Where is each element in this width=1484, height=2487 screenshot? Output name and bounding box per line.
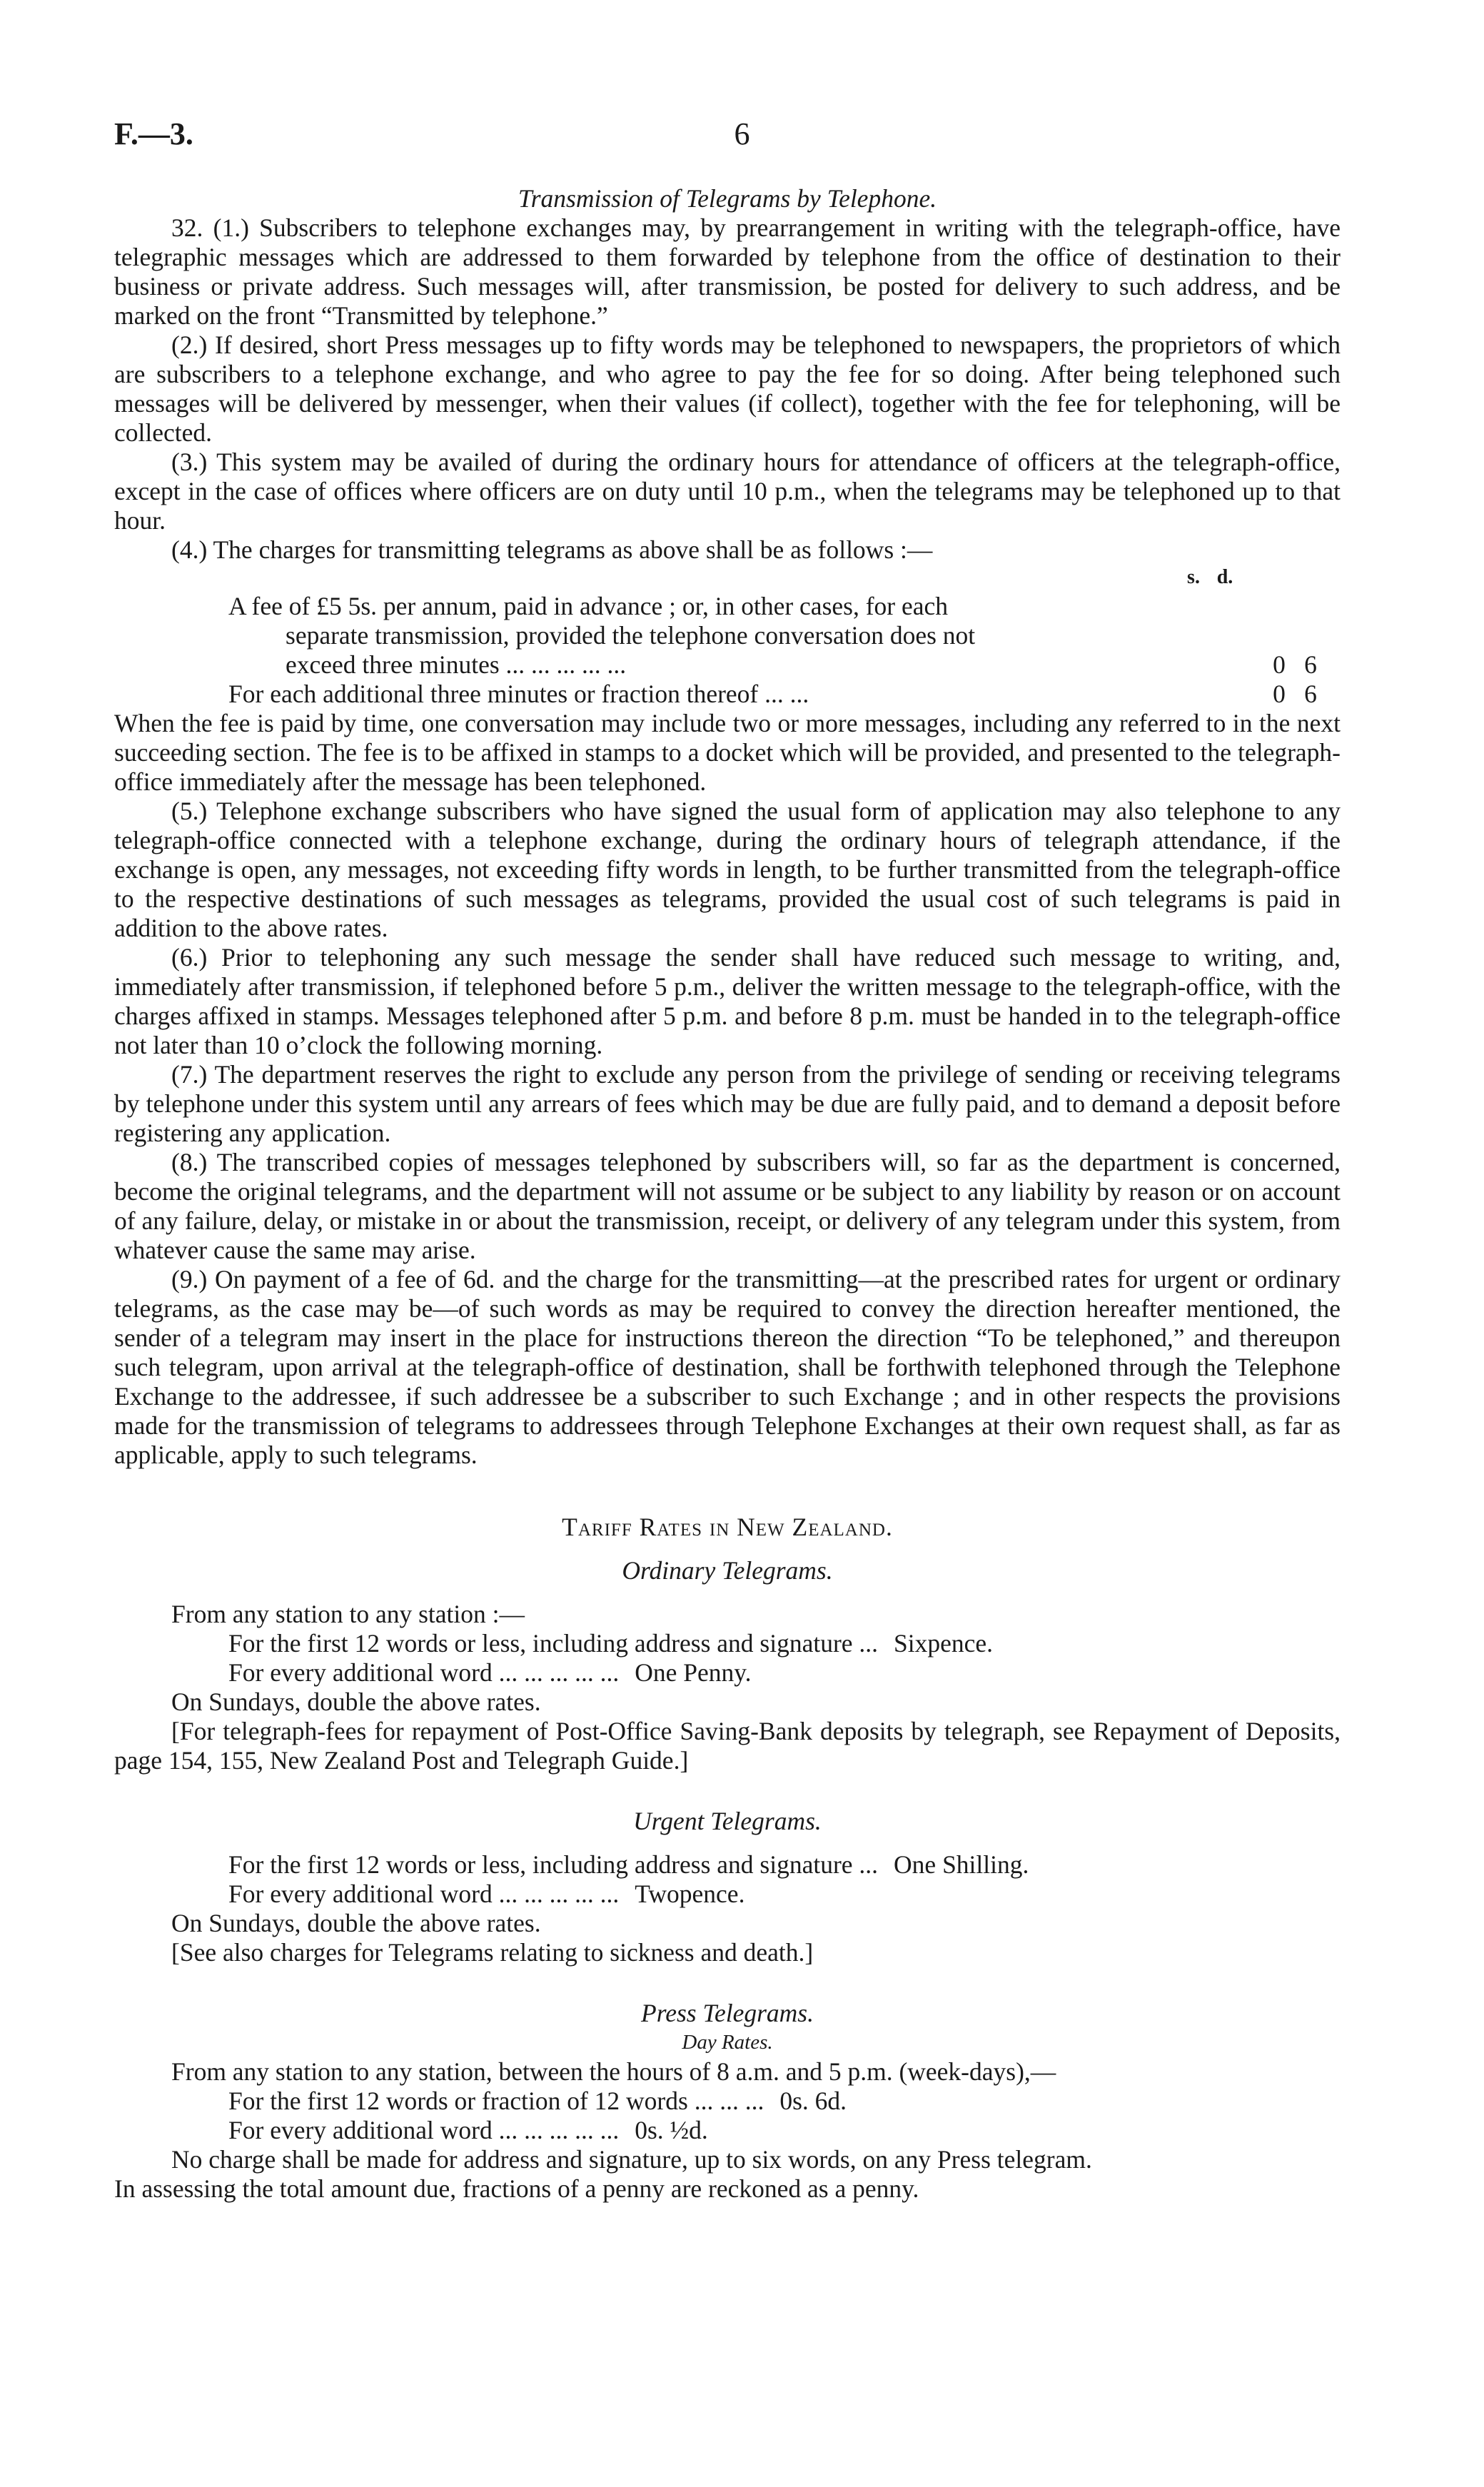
paragraph-2: (2.) If desired, short Press messages up to fifty words may be telephoned to newspapers, the proprietors of which are subscribers to a telephone exchange, and who agree to pay the fee for so doing. After being telephoned such messages will be delivered by messenger, when their values (if collect), together with the fee for telephoning, will be collected. — [114, 331, 1341, 447]
fee-amount-2-shillings: 0 — [1273, 680, 1286, 708]
fee-line-2: separate transmission, provided the telephone conversation does not — [286, 621, 976, 650]
fee-additional-text: For each additional three minutes or fraction thereof ... ... — [228, 680, 809, 708]
urgent-rate-2-label: For every additional word ... ... ... ... ... — [228, 1880, 620, 1908]
fee-amount-2 — [1226, 680, 1341, 709]
press-heading: Press Telegrams. — [641, 1999, 814, 2027]
urgent-rate-1-value: One Shilling. — [894, 1850, 1029, 1879]
currency-column-header — [114, 565, 1341, 592]
press-rate-row-2 — [114, 2116, 1341, 2145]
paragraph-8: (8.) The transcribed copies of messages telephoned by subscribers will, so far as the department is concerned, become the original telegrams, and the department will not assume or be subject to any liability by reason or on account of any failure, delay, or mistake in or about the transmission, receipt, or delivery of any telegram under this system, from whatever cause the same may arise. — [114, 1148, 1341, 1264]
ordinary-sundays: On Sundays, double the above rates. — [171, 1688, 541, 1716]
paragraph-4: (4.) The charges for transmitting telegrams as above shall be as follows :— — [171, 535, 933, 564]
paragraph-5: (5.) Telephone exchange subscribers who have signed the usual form of application may also telephone to any telegraph-office connected with a telephone exchange, during the ordinary hours of telegraph attendance, if the exchange is open, any messages, not exceeding fifty words in length, to be further transmitted from the telegraph-office to the respective destinations of such messages as telegrams, provided the usual cost of such telegrams is paid in addition to the above rates. — [114, 797, 1341, 942]
press-from: From any station to any station, between the hours of 8 a.m. and 5 p.m. (week-days),— — [171, 2057, 1056, 2086]
urgent-sundays: On Sundays, double the above rates. — [171, 1909, 541, 1937]
urgent-rate-1-label: For the first 12 words or less, including address and signature ... — [228, 1850, 879, 1879]
fee-amount-2-pence: 6 — [1304, 680, 1317, 708]
document-reference: F.—3. — [114, 116, 193, 151]
press-rate-row-1 — [114, 2087, 1341, 2116]
ordinary-rate-2-value: One Penny. — [635, 1658, 752, 1687]
fee-line-3: exceed three minutes ... ... ... ... ... — [286, 650, 627, 679]
press-rate-1-label: For the first 12 words or fraction of 12 words ... ... ... — [228, 2087, 764, 2115]
document-body — [114, 184, 1341, 2204]
urgent-heading: Urgent Telegrams. — [633, 1807, 822, 1835]
fee-amount-1-pence: 6 — [1304, 650, 1317, 679]
urgent-rate-row-2 — [114, 1880, 1341, 1909]
press-rate-2-value: 0s. ½d. — [635, 2116, 708, 2144]
press-note-2: In assessing the total amount due, fractions of a penny are reckoned as a penny. — [114, 2174, 919, 2203]
urgent-rate-2-value: Twopence. — [635, 1880, 745, 1908]
paragraph-7: (7.) The department reserves the right to exclude any person from the privilege of sending or receiving telegrams by telephone under this system until any arrears of fees which may be due are fully paid, and to demand a deposit before registering any application. — [114, 1060, 1341, 1147]
fee-row-2 — [228, 680, 1341, 709]
paragraph-6: (6.) Prior to telephoning any such message the sender shall have reduced such message to writing, and, immediately after transmission, if telephoned before 5 p.m., deliver the written message to the telegraph-office, with the charges affixed in stamps. Messages telephoned after 5 p.m. and before 8 p.m. must be handed in to the telegraph-office not later than 10 o’clock the following morning. — [114, 943, 1341, 1059]
shillings-header: s. — [1187, 566, 1200, 588]
page-number: 6 — [734, 116, 750, 151]
fee-amount-1 — [1226, 650, 1341, 680]
urgent-rate-row-1 — [114, 1850, 1341, 1880]
ordinary-note: [For telegraph-fees for repayment of Post-Office Saving-Bank deposits by telegraph, see Repayment of Deposits, page 154, 155, New Zealand Post and Telegraph Guide.] — [114, 1717, 1341, 1775]
ordinary-heading: Ordinary Telegrams. — [622, 1556, 833, 1585]
ordinary-rate-2-label: For every additional word ... ... ... ... ... — [228, 1658, 620, 1687]
paragraph-9: (9.) On payment of a fee of 6d. and the charge for the transmitting—at the prescribed rates for urgent or ordinary telegrams, as the case may be—of such words as may be required to convey the direction hereafter mentioned, the sender of a telegram may insert in the place for instructions thereon the direction “To be telephoned,” and thereupon such telegram, upon arrival at the telegraph-office of destination, shall be forthwith telephoned through the Telephone Exchange to the addressee, if such addressee be a subscriber to such Exchange ; and in other respects the provisions made for the transmission of telegrams to addressees through Telephone Exchanges at their own request shall, as far as applicable, apply to such telegrams. — [114, 1265, 1341, 1469]
ordinary-rate-row-2 — [114, 1658, 1341, 1688]
pence-header: d. — [1216, 566, 1233, 588]
ordinary-from: From any station to any station :— — [171, 1600, 525, 1628]
section-heading-transmission: Transmission of Telegrams by Telephone. — [518, 184, 937, 213]
urgent-note: [See also charges for Telegrams relating to sickness and death.] — [171, 1938, 814, 1967]
paragraph-3: (3.) This system may be availed of during the ordinary hours for attendance of officers at the telegraph-office, except in the case of offices where officers are on duty until 10 p.m., when the telegrams may be telephoned up to that hour. — [114, 448, 1341, 535]
tariff-heading: Tariff Rates in New Zealand. — [562, 1513, 893, 1541]
fee-schedule — [114, 592, 1341, 709]
press-subheading: Day Rates. — [682, 2031, 773, 2054]
press-note-1: No charge shall be made for address and signature, up to six words, on any Press telegram. — [171, 2145, 1092, 2174]
ordinary-rate-row-1 — [114, 1629, 1341, 1658]
paragraph-32-1: 32. (1.) Subscribers to telephone exchanges may, by prearrangement in writing with the telegraph-office, have telegraphic messages which are addressed to them forwarded by telephone from the office of destination to their business or private address. Such messages will, after transmission, be posted for delivery to such address, and be marked on the front “Transmitted by telephone.” — [114, 213, 1341, 330]
page-header — [0, 116, 1484, 158]
fee-row-1 — [228, 650, 1341, 680]
fee-line-1: A fee of £5 5s. per annum, paid in advance ; or, in other cases, for each — [228, 592, 948, 620]
fee-amount-1-shillings: 0 — [1273, 650, 1286, 679]
press-rate-1-value: 0s. 6d. — [779, 2087, 847, 2115]
press-rate-2-label: For every additional word ... ... ... ... ... — [228, 2116, 620, 2144]
ordinary-rate-1-value: Sixpence. — [894, 1629, 994, 1658]
paragraph-when-fee: When the fee is paid by time, one conversation may include two or more messages, including any referred to in the next succeeding section. The fee is to be affixed in stamps to a docket which will be provided, and presented to the telegraph-office immediately after the message has been telephoned. — [114, 709, 1341, 796]
ordinary-rate-1-label: For the first 12 words or less, including address and signature ... — [228, 1629, 879, 1658]
